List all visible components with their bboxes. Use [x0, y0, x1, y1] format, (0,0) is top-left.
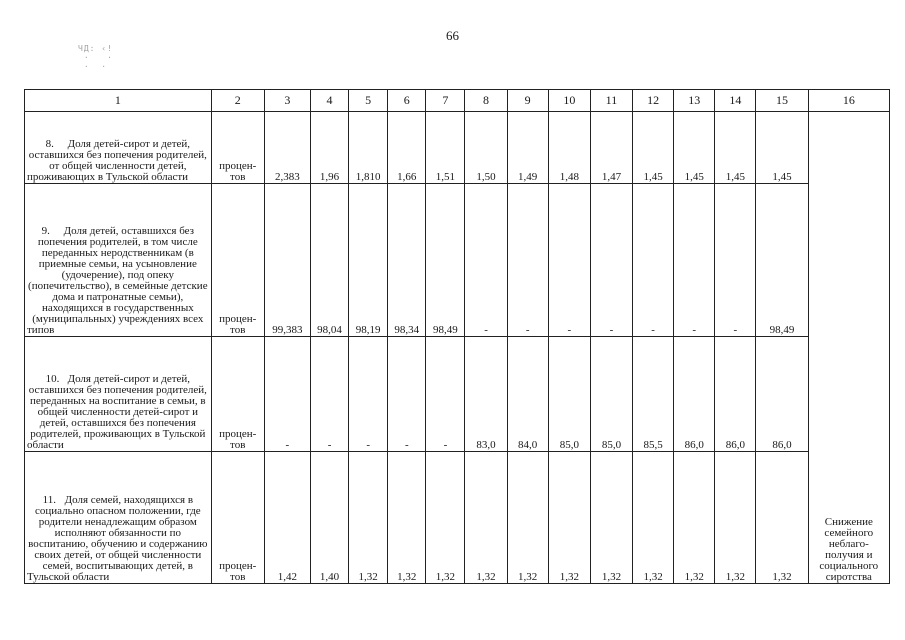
table-row	[25, 112, 890, 184]
indicator-cell	[25, 184, 212, 337]
value-cell: -	[715, 184, 756, 337]
value-cell: 1,32	[756, 452, 808, 584]
header-cell: 2	[211, 90, 264, 112]
value-cell: -	[465, 184, 507, 337]
header-cell: 14	[715, 90, 756, 112]
header-cell: 16	[808, 90, 889, 112]
value-cell: 1,49	[507, 112, 548, 184]
row-number: 11.	[42, 494, 56, 506]
indicator-text: Доля детей, оставшихся без попечения родителей, в том числе переданных неродственникам (в приемные семьи, на усыновление (удочерение), под опеку (попечительство), в семейные детские дома и патронатные семьи), находящихся в государственных (муниципальных) учреждениях всех типов	[27, 225, 208, 336]
unit-cell: процен-тов	[211, 184, 264, 337]
header-row	[25, 90, 890, 112]
header-cell: 1	[25, 90, 212, 112]
indicator-text: Доля детей-сирот и детей, оставшихся без попечения родителей, переданных на воспитание в семьи, в общей численности детей-сирот и детей, оставшихся без попечения родителей, проживающих в Тульской области	[27, 373, 207, 451]
value-cell: 98,04	[310, 184, 348, 337]
header-cell: 5	[349, 90, 388, 112]
value-cell: 1,96	[310, 112, 348, 184]
value-cell: 98,49	[426, 184, 465, 337]
value-cell: 1,32	[349, 452, 388, 584]
indicator-text: Доля детей-сирот и детей, оставшихся без попечения родителей, от общей численности детей, проживающих в Тульской области	[27, 138, 207, 183]
value-cell: 86,0	[715, 337, 756, 452]
value-cell: 1,32	[465, 452, 507, 584]
table-row	[25, 337, 890, 452]
value-cell: 1,50	[465, 112, 507, 184]
value-cell: 1,810	[349, 112, 388, 184]
goal-cell: Снижение семейного неблаго-получия и социального сиротства	[808, 112, 889, 584]
value-cell: 1,32	[715, 452, 756, 584]
header-cell: 10	[548, 90, 590, 112]
value-cell: 1,48	[548, 112, 590, 184]
row-number: 9.	[41, 225, 50, 237]
value-cell: -	[426, 337, 465, 452]
indicator-text: Доля семей, находящихся в социально опасном положении, где родители ненадлежащим образом исполняют обязанности по воспитанию, обучению и содержанию своих детей, от общей численности семей, воспитывающих детей, в Тульской области	[27, 494, 208, 583]
page-number: 66	[446, 28, 459, 43]
header-cell: 15	[756, 90, 808, 112]
header-cell: 11	[590, 90, 632, 112]
value-cell: -	[310, 337, 348, 452]
table-row	[25, 452, 890, 584]
value-cell: 85,0	[548, 337, 590, 452]
row-number: 8.	[45, 138, 54, 150]
value-cell: -	[633, 184, 674, 337]
unit-cell: процен-тов	[211, 337, 264, 452]
header-cell: 4	[310, 90, 348, 112]
header-cell: 6	[388, 90, 426, 112]
value-cell: -	[548, 184, 590, 337]
value-cell: 86,0	[756, 337, 808, 452]
value-cell: 1,32	[590, 452, 632, 584]
value-cell: 85,0	[590, 337, 632, 452]
indicator-cell	[25, 337, 212, 452]
value-cell: -	[674, 184, 715, 337]
value-cell: 1,32	[674, 452, 715, 584]
header-cell: 7	[426, 90, 465, 112]
value-cell: 86,0	[674, 337, 715, 452]
value-cell: 85,5	[633, 337, 674, 452]
value-cell: 1,42	[264, 452, 310, 584]
unit-cell: процен-тов	[211, 452, 264, 584]
indicator-cell	[25, 452, 212, 584]
value-cell: 1,45	[756, 112, 808, 184]
value-cell: -	[349, 337, 388, 452]
header-cell: 13	[674, 90, 715, 112]
value-cell: 98,19	[349, 184, 388, 337]
value-cell: 1,40	[310, 452, 348, 584]
value-cell: -	[590, 184, 632, 337]
row-number: 10.	[45, 373, 60, 385]
value-cell: 1,45	[715, 112, 756, 184]
value-cell: 99,383	[264, 184, 310, 337]
value-cell: 1,45	[633, 112, 674, 184]
value-cell: 1,32	[633, 452, 674, 584]
header-cell: 3	[264, 90, 310, 112]
value-cell: 1,51	[426, 112, 465, 184]
value-cell: 1,47	[590, 112, 632, 184]
value-cell: 1,32	[426, 452, 465, 584]
value-cell: -	[507, 184, 548, 337]
header-cell: 9	[507, 90, 548, 112]
value-cell: 1,32	[507, 452, 548, 584]
unit-cell: процен-тов	[211, 112, 264, 184]
value-cell: 1,45	[674, 112, 715, 184]
table-row	[25, 184, 890, 337]
value-cell: 84,0	[507, 337, 548, 452]
indicator-cell	[25, 112, 212, 184]
faded-stamp: ЧД: ‹! · · · ·	[78, 44, 113, 71]
value-cell: 1,32	[548, 452, 590, 584]
header-cell: 12	[633, 90, 674, 112]
value-cell: -	[264, 337, 310, 452]
value-cell: 98,34	[388, 184, 426, 337]
value-cell: 1,32	[388, 452, 426, 584]
value-cell: 2,383	[264, 112, 310, 184]
header-cell: 8	[465, 90, 507, 112]
value-cell: -	[388, 337, 426, 452]
value-cell: 98,49	[756, 184, 808, 337]
value-cell: 83,0	[465, 337, 507, 452]
indicators-table	[24, 89, 890, 584]
value-cell: 1,66	[388, 112, 426, 184]
